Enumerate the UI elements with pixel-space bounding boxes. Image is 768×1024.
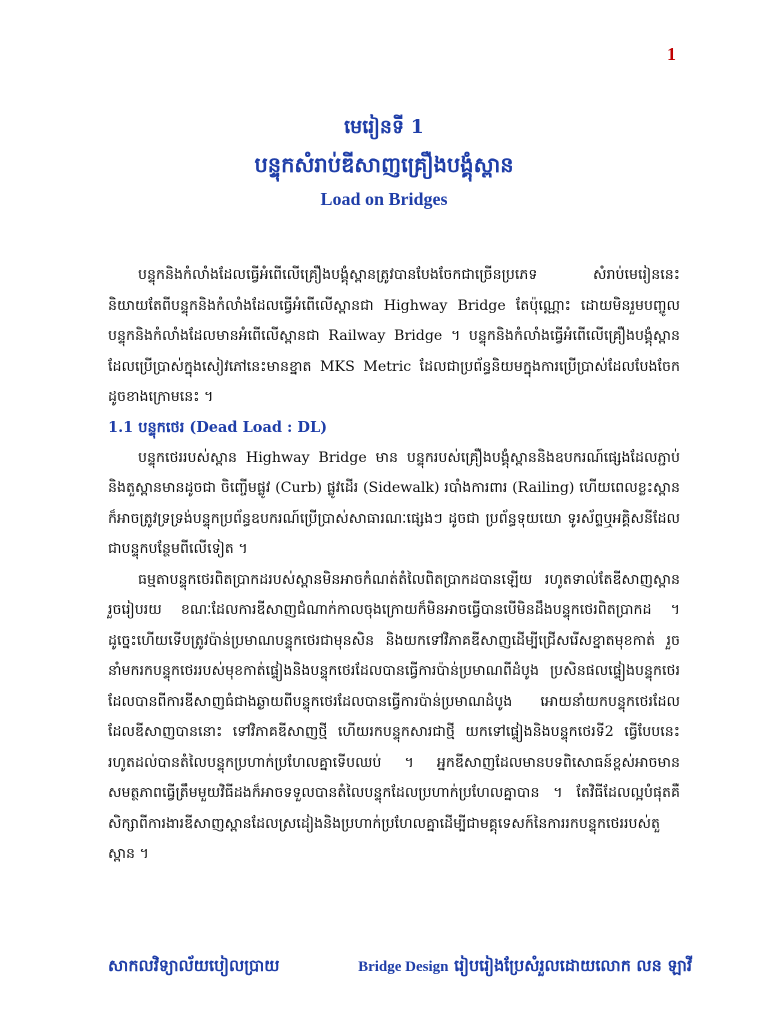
intro-paragraph: បន្ទុកនិងកំលាំងដែលធ្វើអំពើលើគ្រឿងបង្គុំស្ពានត្រូវបានបែងចែកជាច្រើនប្រភេទ សំរាប់មេរៀននេះនិយាយតែពីបន្ទុកនិងកំលាំងដែលធ្វើអំពើលើស្ពានជា Highway Bridge តែប៉ុណ្ណោះ ដោយមិនរួមបញ្ចូលបន្ទុកនិងកំលាំងដែលមានអំពើលើស្ពានជា Railway Bridge ។ បន្ទុកនិងកំលាំងធ្វើអំពើលើគ្រឿងបង្គុំស្ពានដែលប្រើប្រាស់ក្នុងសៀវភៅនេះមានខ្នាត MKS Metric ដែលជាប្រព័ន្ធនិយមក្នុងការប្រើប្រាស់ដែលបែងចែកដូចខាងក្រោមនេះ ។ <box>108 267 680 405</box>
dead-load-estimation-paragraph: ធម្មតាបន្ទុកថេរពិតប្រាកដរបស់ស្ពានមិនអាចកំណត់តំលៃពិតប្រាកដបានឡើយ រហូតទាល់តែឌីសាញស្ពានរួចរៀបរយ ខណៈដែលការឌីសាញជំណាក់កាលចុងក្រោយក៏មិនអាចធ្វើបានបើមិនដឹងបន្ទុកថេរពិតប្រាកដ ។ ដូច្នេះហើយទើបត្រូវប៉ាន់ប្រមាណបន្ទុកថេរជាមុនសិន និងយកទៅវិភាគឌីសាញដើម្បីជ្រើសរើសខ្នាតមុខកាត់ រួចនាំមករកបន្ទុកថេររបស់មុខកាត់ផ្ទៀងនិងបន្ទុកថេរដែលបានធ្វើការប៉ាន់ប្រមាណពីដំបូង ប្រសិនផលផ្ទៀងបន្ទុកថេរដែលបានពីការឌីសាញធំជាងឆ្ងាយពីបន្ទុកថេរដែលបានធ្វើការប៉ាន់ប្រមាណដំបូង អោយនាំយកបន្ទុកថេរដែលដែលឌីសាញបាននោះ ទៅវិភាគឌីសាញថ្មី ហើយរកបន្ទុកសារជាថ្មី យកទៅផ្ទៀងនិងបន្ទុកថេរទី2 ធ្វើបែបនេះរហូតដល់បានតំលៃបន្ទុកប្រហាក់ប្រហែលគ្នាទើបឈប់ ។ អ្នកឌីសាញដែលមានបទពិសោធន៍ខ្ពស់អាចមានសមត្ថភាពធ្វើត្រឹមមួយវិធីដងក៏អាចទទួលបានតំលៃបន្ទុកដែលប្រហាក់ប្រហែលគ្នាបាន ។ តែវិធីដែលល្អបំផុតគឺសិក្សាពីការងារឌីសាញស្ពានដែលស្រដៀងនិងប្រហាក់ប្រហែលគ្នាដើម្បីជាមគ្គុទេសក៍នៃការរកបន្ទុកថេររបស់តួស្ពាន ។ <box>108 571 680 862</box>
page-number: 1 <box>667 44 676 64</box>
section-heading-dead-load: 1.1 បន្ទុកថេរ (Dead Load : DL) <box>108 418 328 436</box>
document-body <box>108 260 680 870</box>
lesson-label: មេរៀនទី 1 <box>344 116 424 138</box>
footer-author: រៀបរៀងប្រែសំរួលដោយលោក លន ឡាវី <box>454 956 692 975</box>
chapter-title-khmer: បន្ទុកសំរាប់ឌីសាញគ្រឿងបង្គុំស្ពាន <box>254 152 514 177</box>
dead-load-paragraph: បន្ទុកថេររបស់ស្ពាន Highway Bridge មាន បន្ទុករបស់គ្រឿងបង្គុំស្ពាននិងឧបករណ៍ផ្សេងដែលភ្ជាប់និងតួស្ពានមានដូចជា ចិញ្ចើមផ្លូវ (Curb) ផ្លូវដើរ (Sidewalk) របាំងការពារ (Railing) ហើយពេលខ្លះស្ពានក៏អាចត្រូវទ្រទ្រង់បន្ទុកប្រព័ន្ធឧបករណ៍ប្រើប្រាស់សាធារណៈផ្សេងៗ ដូចជា ប្រព័ន្ធទុយយោ ទូរស័ព្ទឬអគ្គិសនីដែលជាបន្ទុកបន្ថែមពីលើទៀត ។ <box>108 449 680 557</box>
footer-course-label: Bridge Design <box>358 959 449 975</box>
footer-university: សាកលវិទ្យាល័យបៀលប្រាយ <box>108 956 280 975</box>
title-block <box>0 110 768 214</box>
chapter-title-english: Load on Bridges <box>320 189 448 209</box>
footer-course-author <box>358 955 692 979</box>
